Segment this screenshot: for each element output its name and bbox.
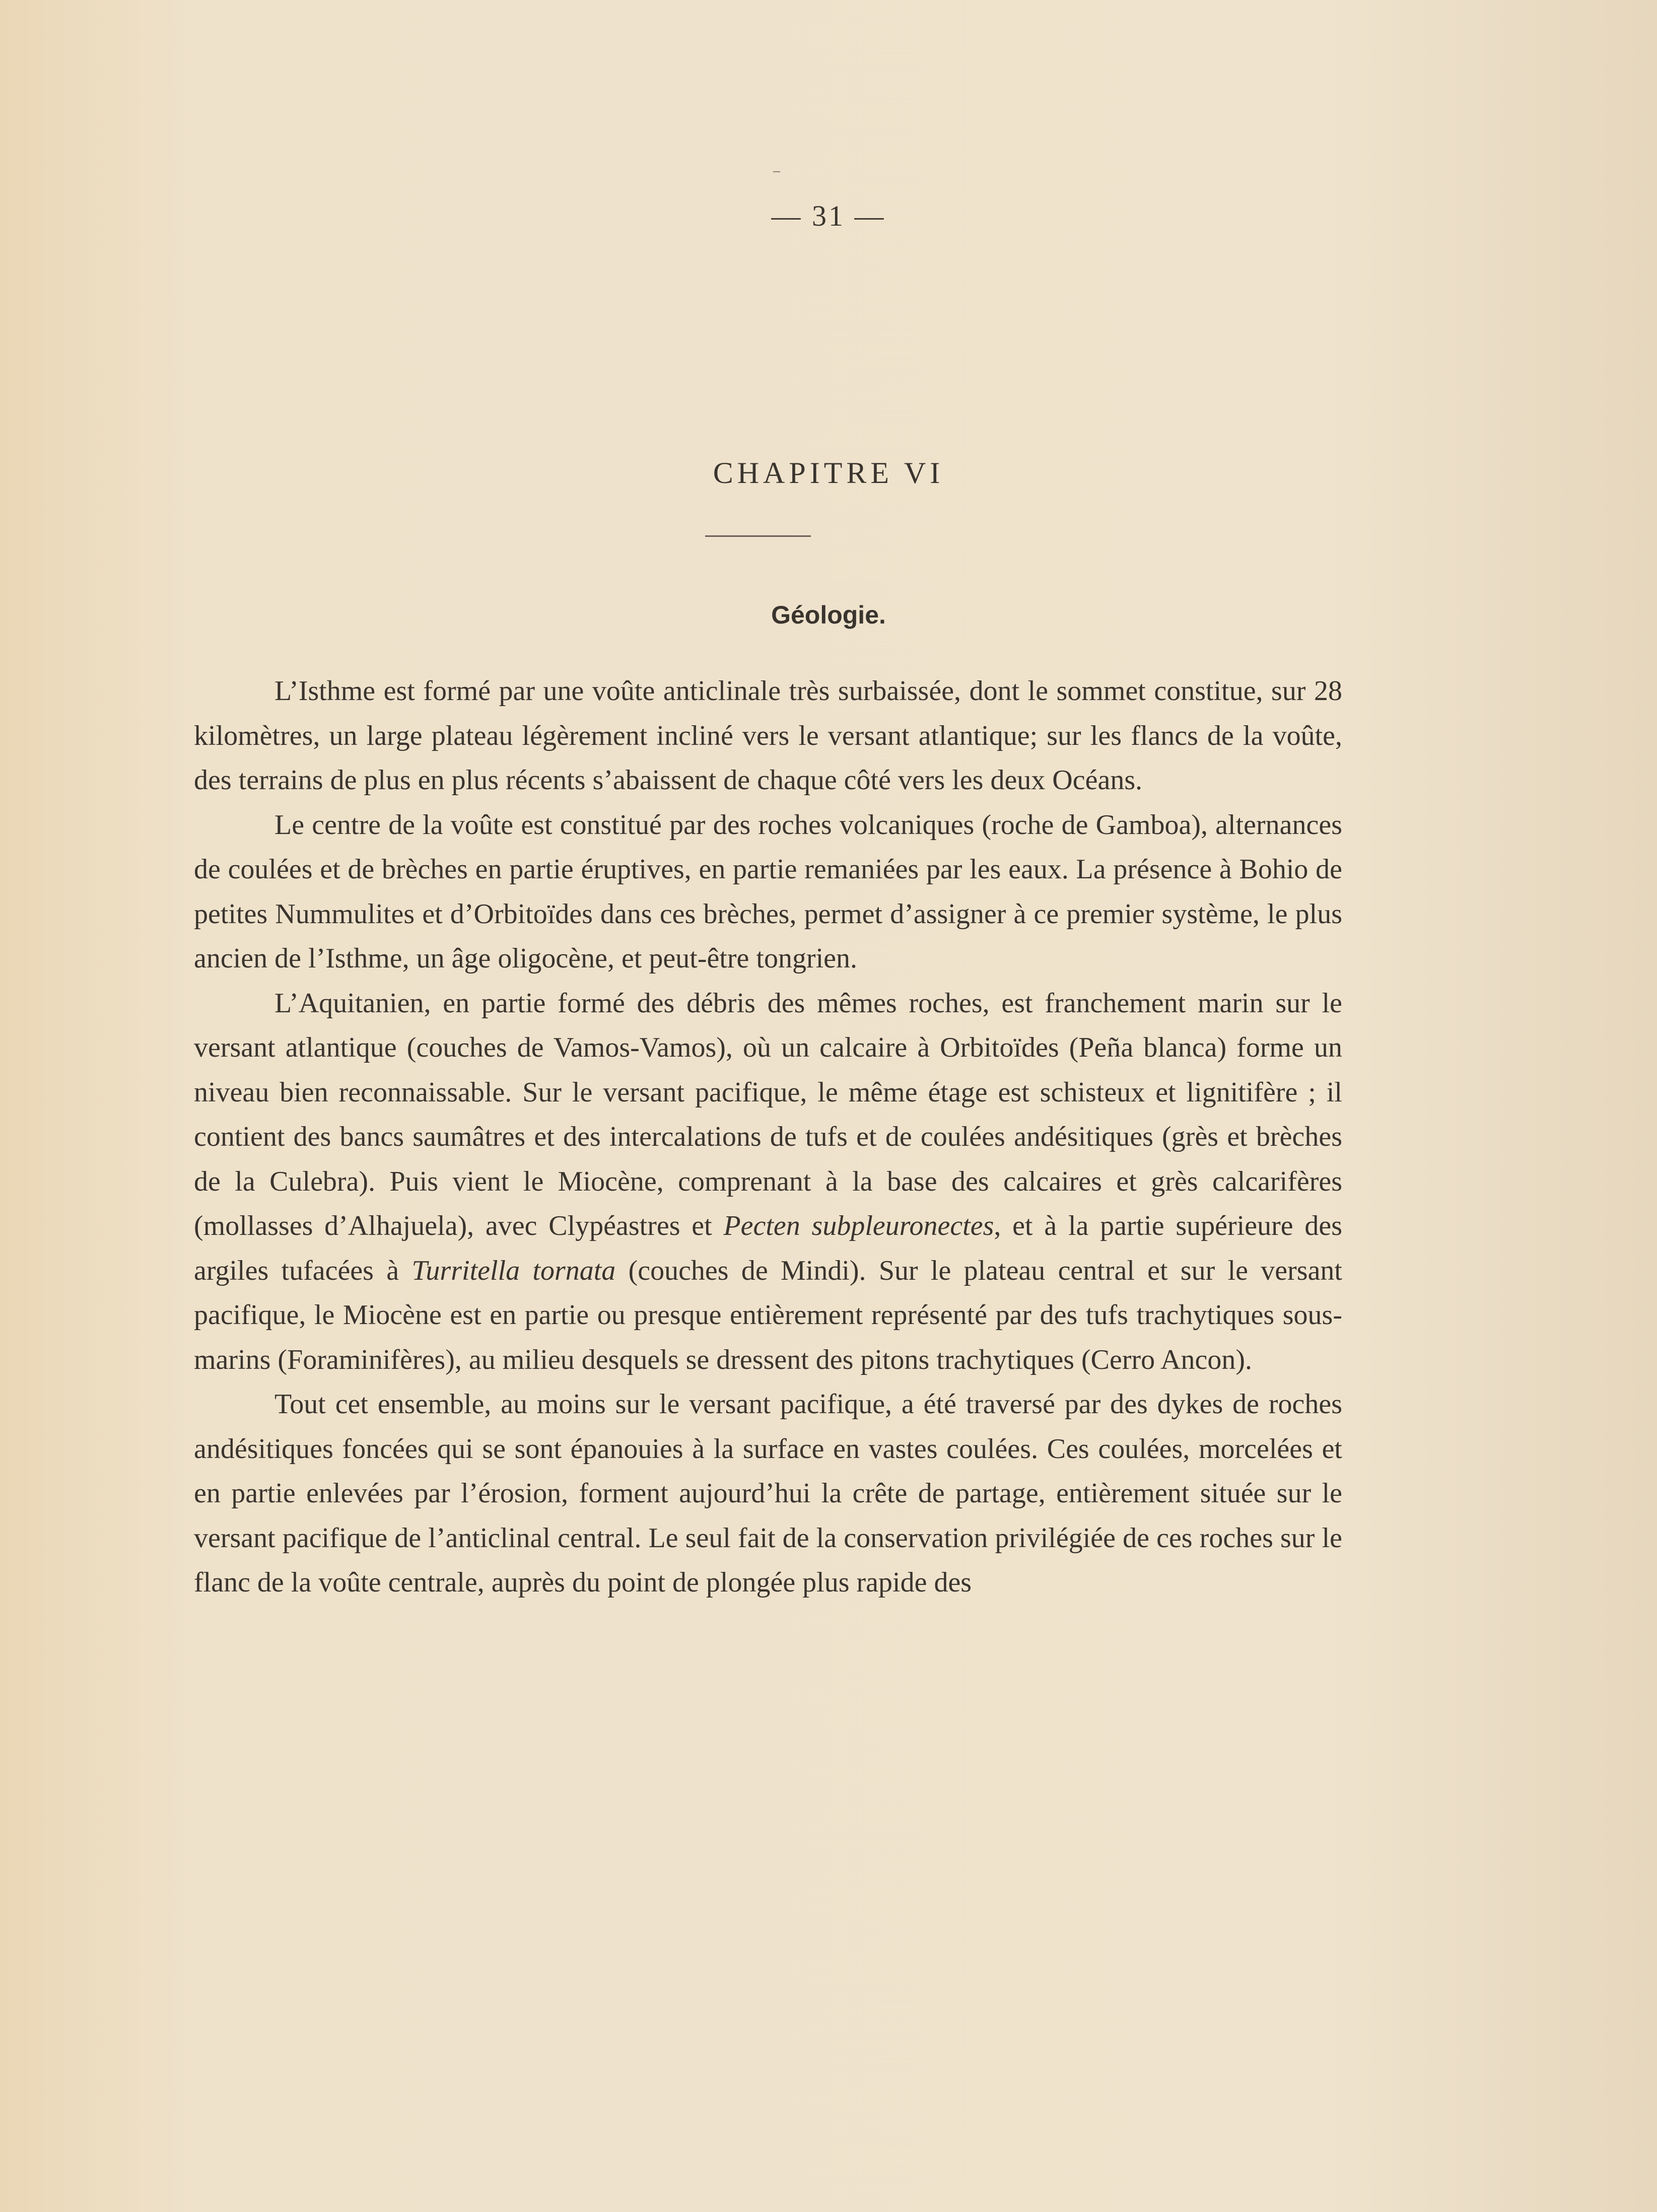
paragraph-3-text-a: L’Aquitanien, en partie formé des débris des mêmes roches, est franchement marin sur le versant atlantique (couches de Vamos-Vamos), où un calcaire à Orbitoïdes (Peña blanca) forme un niveau bien reconnaissable. Sur le versant pacifique, le même étage est schisteux et lignitifère ; il contient des bancs saumâtres et des intercalations de tufs et de coulées andésitiques (grès et brèches de la Culebra). Puis vient le Miocène, comprenant à la base des calcaires et grès calcarifères (mollasses d’Alhajuela), avec Clypéastres et — [194, 987, 1342, 1241]
paragraph-4-text: Tout cet ensemble, au moins sur le versant pacifique, a été traversé par des dykes de roches andésitiques foncées qui se sont épanouies à la surface en vastes coulées. Ces coulées, morcelées et en partie enlevées par l’érosion, forment aujourd’hui la crête de partage, entièrement située sur le versant pacifique de l’anticlinal central. Le seul fait de la conservation privilégiée de ces roches sur le flanc de la voûte centrale, auprès du point de plongée plus rapide des — [194, 1389, 1342, 1598]
taxon-turritella: Turritella tornata — [411, 1255, 616, 1286]
body-text — [194, 669, 1342, 1605]
paragraph-1 — [194, 669, 1342, 803]
chapter-title: CHAPITRE VI — [713, 456, 944, 490]
page-number: — 31 — — [771, 199, 886, 232]
printer-mark — [773, 171, 780, 172]
paragraph-3-text-b: , et à la partie supérieure des argiles tufacées à — [194, 1210, 1342, 1286]
taxon-pecten: Pecten subpleuronectes — [723, 1210, 994, 1241]
paragraph-1-text: L’Isthme est formé par une voûte anticlinale très surbaissée, dont le sommet constitue, sur 28 kilomètres, un large plateau légèrement incliné vers le versant atlantique; sur les flancs de la voûte, des terrains de plus en plus récents s’abaissent de chaque côté vers les deux Océans. — [194, 675, 1342, 796]
paragraph-2 — [194, 803, 1342, 981]
section-title: Géologie. — [771, 601, 886, 629]
title-divider — [705, 535, 811, 537]
paragraph-2-text: Le centre de la voûte est constitué par des roches volcaniques (roche de Gamboa), alternances de coulées et de brèches en partie éruptives, en partie remaniées par les eaux. La présence à Bohio de petites Nummulites et d’Orbitoïdes dans ces brèches, permet d’assigner à ce premier système, le plus ancien de l’Isthme, un âge oligocène, et peut-être tongrien. — [194, 809, 1342, 974]
paragraph-3-text-c: (couches de Mindi). Sur le plateau central et sur le versant pacifique, le Miocène est en partie ou presque entièrement représenté par des tufs trachytiques sous-marins (Foraminifères), au milieu desquels se dressent des pitons trachytiques (Cerro Ancon). — [194, 1255, 1342, 1375]
paragraph-4 — [194, 1382, 1342, 1605]
paragraph-3 — [194, 981, 1342, 1382]
